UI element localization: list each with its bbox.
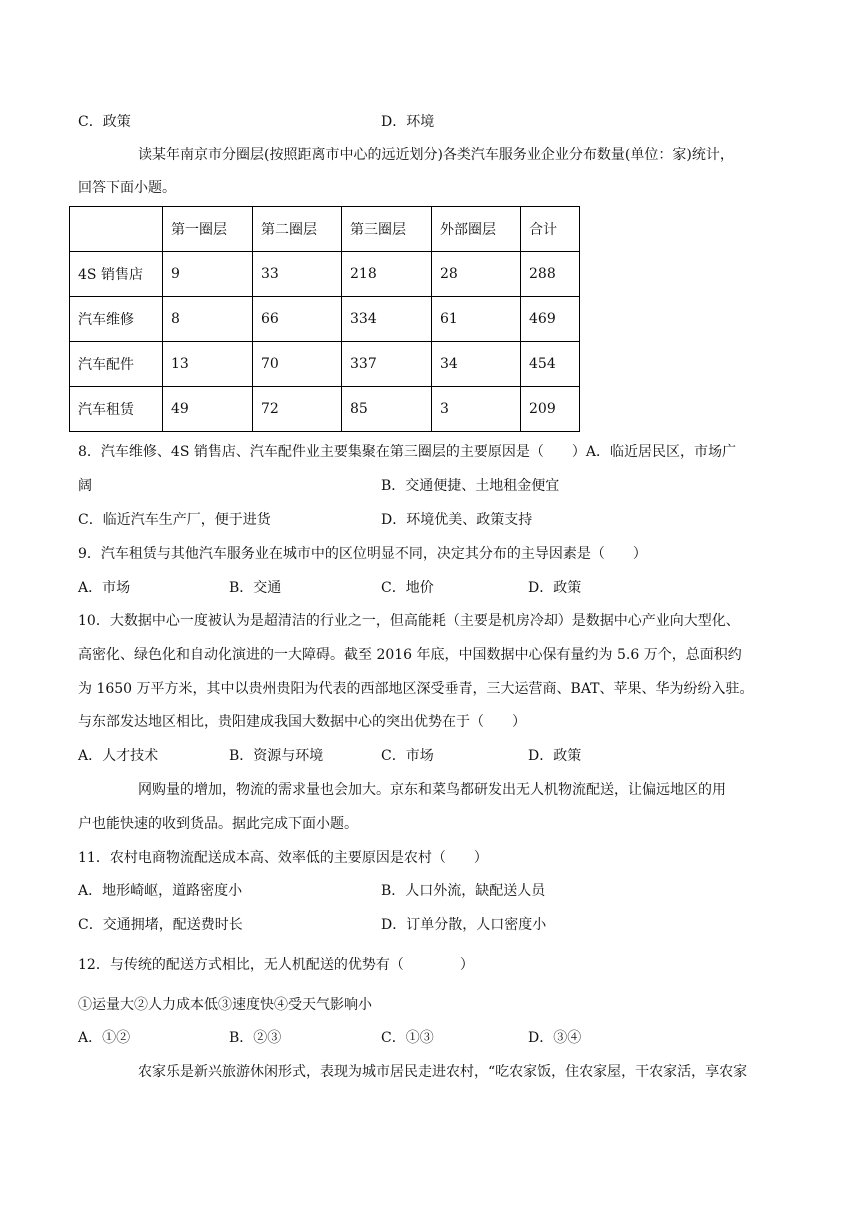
table-cell: 218 bbox=[342, 252, 432, 297]
intro-paragraph: 网购量的增加，物流的需求量也会加大。京东和菜鸟都研发出无人机物流配送，让偏远地区的用 bbox=[138, 782, 726, 798]
question-10-option-c: C．市场 bbox=[381, 748, 434, 764]
question-10-stem: 高密化、绿色化和自动化演进的一大障碍。截至 2016 年底，中国数据中心保有量约为 5.6 万个，总面积约 bbox=[78, 647, 742, 663]
table-cell: 13 bbox=[163, 342, 253, 387]
question-12-option-a: A．①② bbox=[78, 1030, 131, 1046]
question-10-stem: 为 1650 万平方米，其中以贵州贵阳为代表的西部地区深受垂青，三大运营商、BAT、苹果、华为纷纷入驻。 bbox=[78, 681, 754, 697]
intro-paragraph-cont: 回答下面小题。 bbox=[78, 180, 176, 196]
table-header-cell: 第三圈层 bbox=[342, 207, 432, 252]
table-cell: 288 bbox=[521, 252, 580, 297]
question-9-option-d: D．政策 bbox=[528, 580, 582, 596]
table-cell: 61 bbox=[432, 297, 521, 342]
table-cell: 28 bbox=[432, 252, 521, 297]
question-11-option-d: D．订单分散，人口密度小 bbox=[381, 917, 547, 933]
table-cell: 汽车配件 bbox=[70, 342, 163, 387]
question-12-option-b: B．②③ bbox=[229, 1030, 282, 1046]
question-9-option-c: C．地价 bbox=[381, 580, 434, 596]
question-11-stem: 11．农村电商物流配送成本高、效率低的主要原因是农村（ ） bbox=[78, 850, 488, 866]
table-cell: 85 bbox=[342, 387, 432, 432]
question-8-option-c: C．临近汽车生产厂，便于进货 bbox=[78, 512, 271, 528]
table-cell: 汽车维修 bbox=[70, 297, 163, 342]
question-11-option-b: B．人口外流，缺配送人员 bbox=[381, 883, 546, 899]
table-cell: 72 bbox=[253, 387, 342, 432]
intro-paragraph-cont: 户也能快速的收到货品。据此完成下面小题。 bbox=[78, 816, 358, 832]
table-cell: 66 bbox=[253, 297, 342, 342]
option-d: D．环境 bbox=[381, 114, 435, 130]
question-9-stem: 9．汽车租赁与其他汽车服务业在城市中的区位明显不同，决定其分布的主导因素是（ ） bbox=[78, 546, 647, 562]
question-12-items: ①运量大②人力成本低③速度快④受天气影响小 bbox=[78, 997, 372, 1013]
table-row bbox=[70, 252, 580, 297]
table-header-cell: 外部圈层 bbox=[432, 207, 521, 252]
question-8-stem-cont: 阔 bbox=[78, 478, 92, 494]
table-cell: 9 bbox=[163, 252, 253, 297]
table-cell: 8 bbox=[163, 297, 253, 342]
table-header-cell: 第一圈层 bbox=[163, 207, 253, 252]
table-cell: 209 bbox=[521, 387, 580, 432]
table-cell: 4S 销售店 bbox=[70, 252, 163, 297]
stats-table bbox=[69, 206, 580, 432]
question-12-option-c: C．①③ bbox=[381, 1030, 434, 1046]
question-12-option-d: D．③④ bbox=[528, 1030, 582, 1046]
table-header-cell: 合计 bbox=[521, 207, 580, 252]
question-10-stem: 10．大数据中心一度被认为是超清洁的行业之一，但高能耗（主要是机房冷却）是数据中心产业向大型化、 bbox=[78, 613, 740, 629]
question-9-option-a: A．市场 bbox=[78, 580, 131, 596]
table-cell: 33 bbox=[253, 252, 342, 297]
table-header-cell bbox=[70, 207, 163, 252]
table-header-cell: 第二圈层 bbox=[253, 207, 342, 252]
question-8-option-d: D．环境优美、政策支持 bbox=[381, 512, 533, 528]
question-12-stem: 12．与传统的配送方式相比，无人机配送的优势有（ ） bbox=[78, 957, 474, 973]
intro-paragraph: 农家乐是新兴旅游休闲形式，表现为城市居民走进农村，“吃农家饭，住农家屋，干农家活，享农家 bbox=[138, 1064, 748, 1080]
table-row bbox=[70, 387, 580, 432]
table-cell: 3 bbox=[432, 387, 521, 432]
table-cell: 334 bbox=[342, 297, 432, 342]
table-cell: 454 bbox=[521, 342, 580, 387]
question-10-option-d: D．政策 bbox=[528, 748, 582, 764]
question-9-option-b: B．交通 bbox=[229, 580, 282, 596]
table-cell: 469 bbox=[521, 297, 580, 342]
table-cell: 49 bbox=[163, 387, 253, 432]
table-row bbox=[70, 297, 580, 342]
question-8-option-b: B．交通便捷、土地租金便宜 bbox=[381, 478, 560, 494]
option-c: C．政策 bbox=[78, 114, 131, 130]
question-8-stem: 8．汽车维修、4S 销售店、汽车配件业主要集聚在第三圈层的主要原因是（ ）A．临近居民区，市场广 bbox=[78, 444, 736, 460]
table-cell: 34 bbox=[432, 342, 521, 387]
table-row bbox=[70, 342, 580, 387]
question-11-option-a: A．地形崎岖，道路密度小 bbox=[78, 883, 243, 899]
table-header-row bbox=[70, 207, 580, 252]
question-10-option-b: B．资源与环境 bbox=[229, 748, 324, 764]
question-11-option-c: C．交通拥堵，配送费时长 bbox=[78, 917, 243, 933]
question-10-option-a: A．人才技术 bbox=[78, 748, 159, 764]
intro-paragraph: 读某年南京市分圈层(按照距离市中心的远近划分)各类汽车服务业企业分布数量(单位：家)统计， bbox=[138, 147, 734, 163]
question-10-stem: 与东部发达地区相比，贵阳建成我国大数据中心的突出优势在于（ ） bbox=[78, 714, 526, 730]
table-cell: 70 bbox=[253, 342, 342, 387]
table-cell: 汽车租赁 bbox=[70, 387, 163, 432]
table-cell: 337 bbox=[342, 342, 432, 387]
